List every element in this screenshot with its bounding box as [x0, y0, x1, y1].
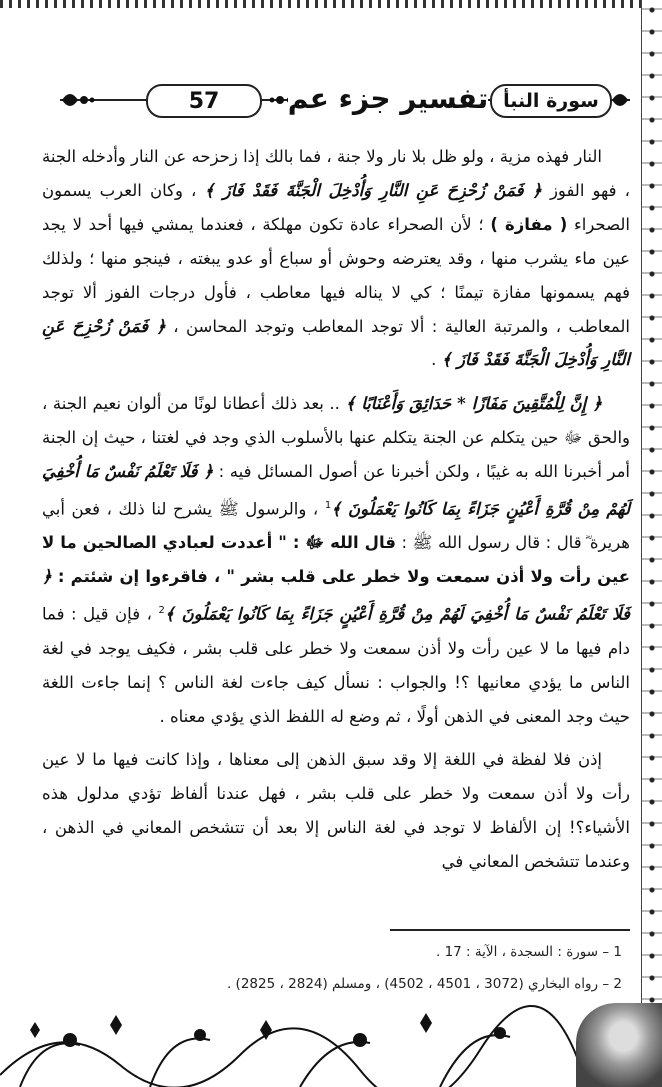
- paragraph: [42, 387, 630, 733]
- quran-verse: ﴿ فَمَنْ زُحْزِحَ عَنِ النَّارِ وَأُدْخِلَ الْجَنَّةَ فَقَدْ فَازَ ﴾: [204, 180, 542, 200]
- text-run: ، فإن قيل : فما دام فيها ما لا عين رأت ولا أذن سمعت ولا خطر على قلب بشر ، فكيف يوجد في لغة الناس ما يؤدي معانيها ؟! والجواب : نسأل كيف جاءت لغة الناس ؟ إنما جاءت اللغة حيث وجد المعنى في الذهن أولًا ، ثم وضع له اللفظ الذي يؤدي معناه .: [42, 604, 630, 726]
- floral-decoration-icon: [0, 995, 662, 1087]
- ornamental-border: [641, 0, 662, 1087]
- text-run: إذن فلا لفظة في اللغة إلا وقد سبق الذهن إلى معناها ، وإذا كانت فيها ما لا عين رأت ولا أذن سمعت ولا خطر على قلب بشر ، فهل عندنا ألفاظ تؤدي مدلول هذه الأشياء؟! إن الألفاظ لا توجد في لغة الناس إلا بعد أن تتشخص المعاني في الذهن ، وعندما تتشخص المعاني في: [42, 750, 630, 872]
- text-run: ، والرسول ﷺ يشرح لنا ذلك ، فعن أبي هريرة ؓ قال : قال رسول الله ﷺ :: [42, 499, 631, 553]
- author-portrait: [576, 1003, 662, 1087]
- body-text: [42, 140, 630, 879]
- footnote-marker: 1: [324, 500, 332, 512]
- header-ornament-icon: [60, 85, 96, 115]
- paragraph: [42, 140, 630, 377]
- text-run: ، وكان العرب يسمون الصحراء: [42, 180, 630, 234]
- page-header: [60, 78, 630, 122]
- quran-verse: ﴿ فَلَا تَعْلَمُ نَفْسٌ مَا أُخْفِيَ لَهُمْ مِنْ قُرَّةِ أَعْيُنٍ جَزَاءً بِمَا كَانُوا يَعْمَلُونَ ﴾: [42, 462, 630, 519]
- page-number: 57: [146, 84, 262, 118]
- text-run: .. بعد ذلك أعطانا لونًا من ألوان نعيم الجنة ، والحق ﷻ حين يتكلم عن الجنة يتكلم عنها بالأسلوب الذي وجد في لغتنا ، حيث إن الجنة أمر أخبرنا الله به غيبًا ، ولكن أخبرنا عن أصول المسائل فيه :: [42, 394, 631, 482]
- quran-verse: ﴿ فَلَا تَعْلَمُ نَفْسٌ مَا أُخْفِيَ لَهُمْ مِنْ قُرَّةِ أَعْيُنٍ جَزَاءً بِمَا كَانُوا يَعْمَلُونَ ﴾: [42, 567, 630, 624]
- footnote-divider: [390, 929, 630, 931]
- text-run: .: [431, 350, 442, 370]
- book-title: تفسير جزء عم: [288, 74, 488, 122]
- emphasis-text: ( مفازة ): [490, 214, 568, 234]
- surah-label: سورة النبأ: [490, 84, 612, 118]
- text-run: النار فهذه مزية ، ولو ظل بلا نار ولا جنة ، فما بالك إذا زحزحه عن النار وأدخله الجنة ، فهو الفوز: [42, 147, 630, 200]
- text-run: ؛ لأن الصحراء عادة تكون مهلكة ، فعندما يمشي فيها أحد لا يجد عين ماء يشرب منها ، وقد يعترضه وحوش أو سباع أو عدو يبغته ، فينجو منها ؛ ولذلك فهم يسمونها مفازة تيمنًا ؛ كي لا يناله فيها معاطب ، فأول درجات الفوز ألا توجد المعاطب ، والمرتبة العالية : ألا توجد المعاطب وتوجد المحاسن ،: [42, 214, 630, 336]
- footnote-marker: 2: [158, 605, 165, 617]
- footnote-1: 1 – سورة : السجدة ، الآية : 17 .: [435, 944, 622, 960]
- paragraph: [42, 743, 630, 879]
- top-ornament: [0, 0, 662, 8]
- footnotes: [62, 936, 622, 1000]
- quran-verse: ﴿ فَمَنْ زُحْزِحَ عَنِ النَّارِ وَأُدْخِلَ الْجَنَّةَ فَقَدْ فَازَ ﴾: [42, 316, 630, 370]
- quran-verse: ﴿ إِنَّ لِلْمُتَّقِينَ مَفَازًا * حَدَائِقَ وَأَعْنَابًا ﴾: [345, 394, 602, 414]
- footnote-2: 2 – رواه البخاري (3072 ، 4501 ، 4502) ، ومسلم (2824 ، 2825) .: [226, 976, 622, 992]
- emphasis-text: قال الله ﷻ : " أعددت لعبادي الصالحين ما لا عين رأت ولا أذن سمعت ولا خطر على قلب بشر " ، فاقرءوا إن شئتم :: [42, 533, 630, 587]
